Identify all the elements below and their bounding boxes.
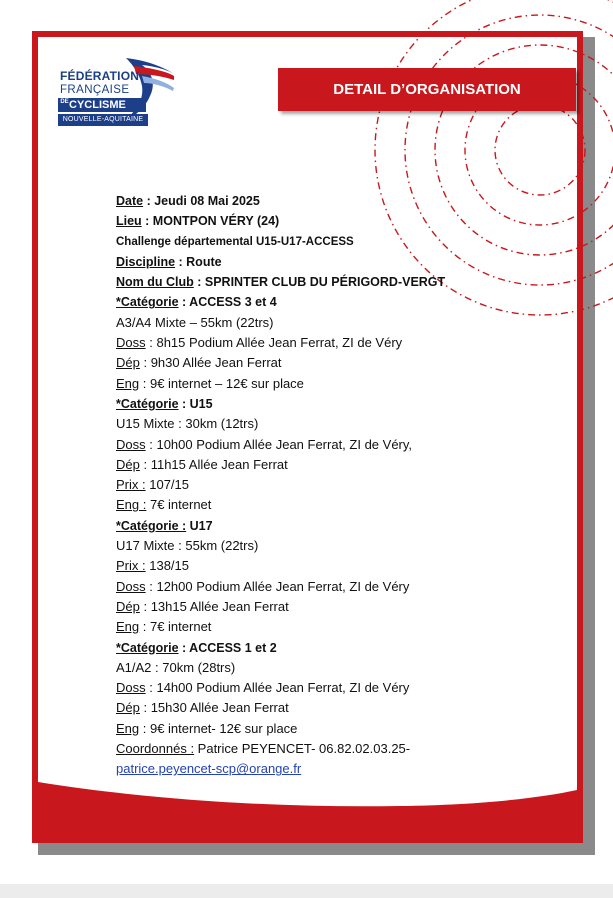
category-name: : ACCESS 3 et 4: [178, 295, 277, 310]
discipline-value: : Route: [175, 254, 222, 269]
eng-label: Eng: [116, 720, 140, 736]
category-heading: [116, 394, 586, 414]
logo-cyclisme-bar: [58, 98, 146, 112]
contact-email-link[interactable]: patrice.peyencet-scp@orange.fr: [116, 761, 302, 777]
lieu-line: [116, 211, 586, 231]
doss-line: [116, 577, 586, 597]
doss-value: : 14h00 Podium Allée Jean Ferrat, ZI de Véry: [145, 680, 410, 696]
category-label: *Catégorie: [116, 295, 179, 310]
dep-line: [116, 698, 586, 718]
prix-line: [116, 475, 586, 495]
event-details: [116, 191, 586, 780]
race-line: A3/A4 Mixte – 55km (22trs): [116, 314, 274, 330]
dep-line: [116, 455, 586, 475]
dep-value: : 11h15 Allée Jean Ferrat: [139, 456, 288, 472]
contact-label: Coordonnés :: [116, 741, 195, 757]
discipline-label: Discipline: [116, 254, 176, 269]
prix-line: [116, 556, 586, 576]
dep-line: [116, 597, 586, 617]
doss-label: Doss: [116, 578, 146, 594]
dep-value: : 9h30 Allée Jean Ferrat: [139, 355, 282, 371]
eng-value: : 7€ internet: [139, 619, 212, 635]
category-heading: [116, 292, 586, 312]
eng-line: [116, 495, 586, 515]
eng-label: Eng: [116, 375, 140, 391]
club-value: : SPRINTER CLUB DU PÉRIGORD-VERGT: [193, 275, 446, 290]
category-name: : ACCESS 1 et 2: [178, 640, 277, 655]
doss-label: Doss: [116, 680, 146, 696]
dep-label: Dép: [116, 700, 140, 716]
logo-federation-text: FÉDÉRATION: [60, 69, 140, 83]
doss-line: [116, 678, 586, 698]
club-label: Nom du Club: [116, 275, 194, 290]
logo-cyclisme-text: CYCLISME: [69, 99, 126, 111]
eng-value: 7€ internet: [146, 497, 212, 513]
doss-value: : 10h00 Podium Allée Jean Ferrat, ZI de Véry,: [145, 436, 413, 452]
doss-label: Doss: [116, 335, 146, 351]
category-label: *Catégorie: [116, 640, 179, 655]
prix-value: 138/15: [145, 558, 189, 574]
prix-label: Prix :: [116, 558, 146, 574]
eng-value: : 9€ internet- 12€ sur place: [139, 720, 298, 736]
page-title: DETAIL D’ORGANISATION: [278, 68, 576, 111]
discipline-line: [116, 252, 586, 272]
eng-line: [116, 374, 586, 394]
dep-value: : 13h15 Allée Jean Ferrat: [139, 598, 289, 614]
logo-francaise-text: FRANÇAISE: [60, 84, 130, 96]
category-label: *Catégorie: [116, 396, 179, 411]
dep-line: [116, 353, 586, 373]
lieu-label: Lieu: [116, 214, 142, 229]
dep-label: Dép: [116, 355, 140, 371]
logo-de-text: DE: [60, 99, 69, 105]
dep-label: Dép: [116, 456, 140, 472]
eng-value: : 9€ internet – 12€ sur place: [139, 375, 304, 391]
category-name: : U15: [178, 396, 213, 411]
race-line: U17 Mixte : 55km (22trs): [116, 538, 259, 554]
dep-label: Dép: [116, 598, 140, 614]
category-name: U17: [186, 518, 213, 533]
prix-value: 107/15: [145, 477, 189, 493]
bottom-red-wave: [38, 782, 577, 843]
dep-value: : 15h30 Allée Jean Ferrat: [139, 700, 289, 716]
race-line: A1/A2 : 70km (28trs): [116, 659, 236, 675]
contact-email-line: [116, 759, 586, 779]
date-value: : Jeudi 08 Mai 2025: [143, 194, 260, 208]
doss-value: : 8h15 Podium Allée Jean Ferrat, ZI de Véry: [145, 335, 403, 351]
eng-label: Eng: [116, 619, 140, 635]
eng-line: [116, 719, 586, 739]
logo-region-text: NOUVELLE-AQUITAINE: [58, 114, 148, 126]
contact-value: Patrice PEYENCET- 06.82.02.03.25-: [194, 741, 411, 757]
date-label: Date: [116, 194, 144, 208]
race-line: U15 Mixte : 30km (12trs): [116, 416, 259, 432]
challenge-line: Challenge départemental U15-U17-ACCESS: [116, 235, 354, 248]
club-line: [116, 272, 586, 292]
category-heading: [116, 638, 586, 658]
eng-label: Eng :: [116, 497, 147, 513]
lieu-value: : MONTPON VÉRY (24): [141, 214, 280, 229]
doss-line: [116, 333, 586, 353]
category-heading: [116, 516, 586, 536]
prix-label: Prix :: [116, 477, 146, 493]
doss-label: Doss: [116, 436, 146, 452]
date-line: [116, 191, 586, 211]
eng-line: [116, 617, 586, 637]
doss-value: : 12h00 Podium Allée Jean Ferrat, ZI de Véry: [145, 578, 410, 594]
category-label: *Catégorie :: [116, 518, 187, 533]
contact-line: [116, 739, 586, 759]
doss-line: [116, 435, 586, 455]
